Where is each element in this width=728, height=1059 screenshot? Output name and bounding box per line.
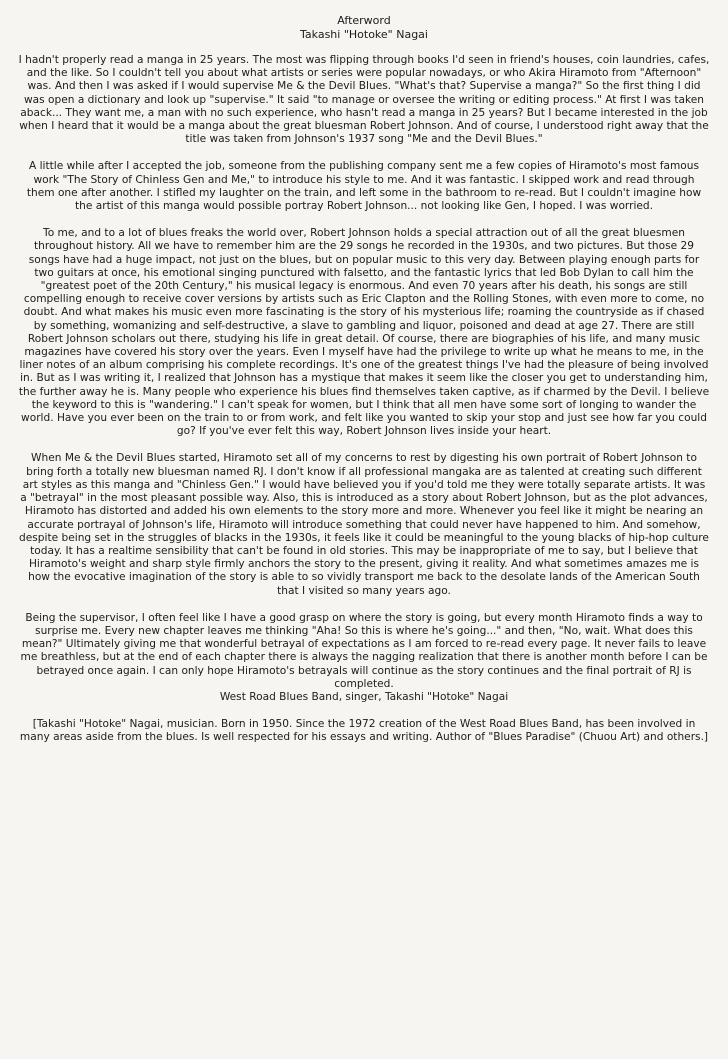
paragraph-1: I hadn't properly read a manga in 25 years. The most was flipping through books I'd seen in friend's houses, coin laundries, cafes, and the like. So I couldn't tell you about what artists or series were popular nowadays, or who Akira Hiramoto from "Afternoon" was. And then I was asked if I would supervise Me & the Devil Blues. "What's that? Supervise a manga?" So the first thing I did was open a dictionary and look up "supervise." It said "to manage or oversee the writing or editing process." At first I was taken aback... They want me, a man with no such experience, who hasn't read a manga in 25 years? But I became interested in the job when I heard that it would be a manga about the great bluesman Robert Johnson. And of course, I understood right away that the title was taken from Johnson's 1937 song "Me and the Devil Blues.": [18, 54, 710, 146]
signature: West Road Blues Band, singer, Takashi "Hotoke" Nagai: [219, 690, 509, 703]
author-line: Takashi "Hotoke" Nagai: [300, 28, 428, 41]
page-header: [18, 14, 710, 42]
paragraph-2: A little while after I accepted the job, someone from the publishing company sent me a few copies of Hiramoto's most famous work "The Story of Chinless Gen and Me," to introduce his style to me. And it was fantastic. I skipped work and read through them one after another. I stifled my laughter on the train, and left some in the bathroom to re-read. But I couldn't imagine how the artist of this manga would possible portray Robert Johnson... not looking like Gen, I hoped. I was worried.: [26, 160, 702, 213]
paragraph-5: Being the supervisor, I often feel like I have a good grasp on where the story is going, but every month Hiramoto finds a way to surprise me. Every new chapter leaves me thinking "Aha! So this is where he's going..." and then, "No, wait. What does this mean?" Ultimately giving me that wonderful betrayal of expectations as I am forced to re-read every page. It never fails to leave me breathless, but at the end of each chapter there is always the nagging realization that there is another month before I can be betrayed once again. I can only hope Hiramoto's betrayals will continue as the story continues and the final portrait of RJ is completed.: [20, 611, 708, 690]
page-title: Afterword: [337, 14, 391, 27]
paragraph-3: To me, and to a lot of blues freaks the world over, Robert Johnson holds a special attraction out of all the great bluesmen throughout history. All we have to remember him are the 29 songs he recorded in the 1930s, and two pictures. But those 29 songs have had a huge impact, not just on the blues, but on popular music to this very day. Between playing enough parts for two guitars at once, his emotional singing punctured with falsetto, and the fantastic lyrics that led Bob Dylan to call him the "greatest poet of the 20th Century," his musical legacy is enormous. And even 70 years after his death, his songs are still compelling enough to receive cover versions by artists such as Eric Clapton and the Rolling Stones, with even more to come, no doubt. And what makes his music even more fascinating is the story of his mysterious life; roaming the countryside as if chased by something, womanizing and self-destructive, a slave to gambling and liquor, poisoned and dead at age 27. There are still Robert Johnson scholars out there, studying his life in great detail. Of course, there are biographies of his life, and many music magazines have covered his story over the years. Even I myself have had the privilege to write up what he means to me, in the liner notes of an album comprising his complete recordings. It's one of the greatest things I've had the pleasure of being involved in. But as I was writing it, I realized that Johnson has a mystique that makes it seem like the closer you get to understanding him, the further away he is. Many people who experience his blues find themselves taken captive, as if charmed by the Devil. I believe the keyword to this is "wandering." I can't speak for women, but I think that all men have some sort of longing to wander the world. Have you ever been on the train to or from work, and felt like you wanted to skip your stop and just see how far you could go? If you've ever felt this way, Robert Johnson lives inside your heart.: [18, 227, 710, 438]
author-bio: [Takashi "Hotoke" Nagai, musician. Born in 1950. Since the 1972 creation of the West Road Blues Band, has been involved in many areas aside from the blues. Is well respected for his essays and writing. Author of "Blues Paradise" (Chuou Art) and others.]: [19, 718, 709, 744]
paragraph-4: When Me & the Devil Blues started, Hiramoto set all of my concerns to rest by digesting his own portrait of Robert Johnson to bring forth a totally new bluesman named RJ. I don't know if all professional mangaka are as talented at creating such different art styles as this manga and "Chinless Gen." I would have believed you if you'd told me they were totally separate artists. It was a "betrayal" in the most pleasant possible way. Also, this is introduced as a story about Robert Johnson, but as the plot advances, Hiramoto has distorted and added his own elements to the story more and more. Whenever you feel like it might be nearing an accurate portrayal of Johnson's life, Hiramoto will introduce something that could never have happened to him. And somehow, despite being set in the struggles of blacks in the 1930s, it feels like it could be meaningful to the young blacks of hip-hop culture today. It has a realtime sensibility that can't be found in old stories. This may be inappropriate of me to say, but I believe that Hiramoto's weight and sharp style firmly anchors the story to the present, giving it reality. And what sometimes amazes me is how the evocative imagination of the story is able to so vividly transport me back to the desolate lands of the American South that I visited so many years ago.: [19, 452, 709, 597]
